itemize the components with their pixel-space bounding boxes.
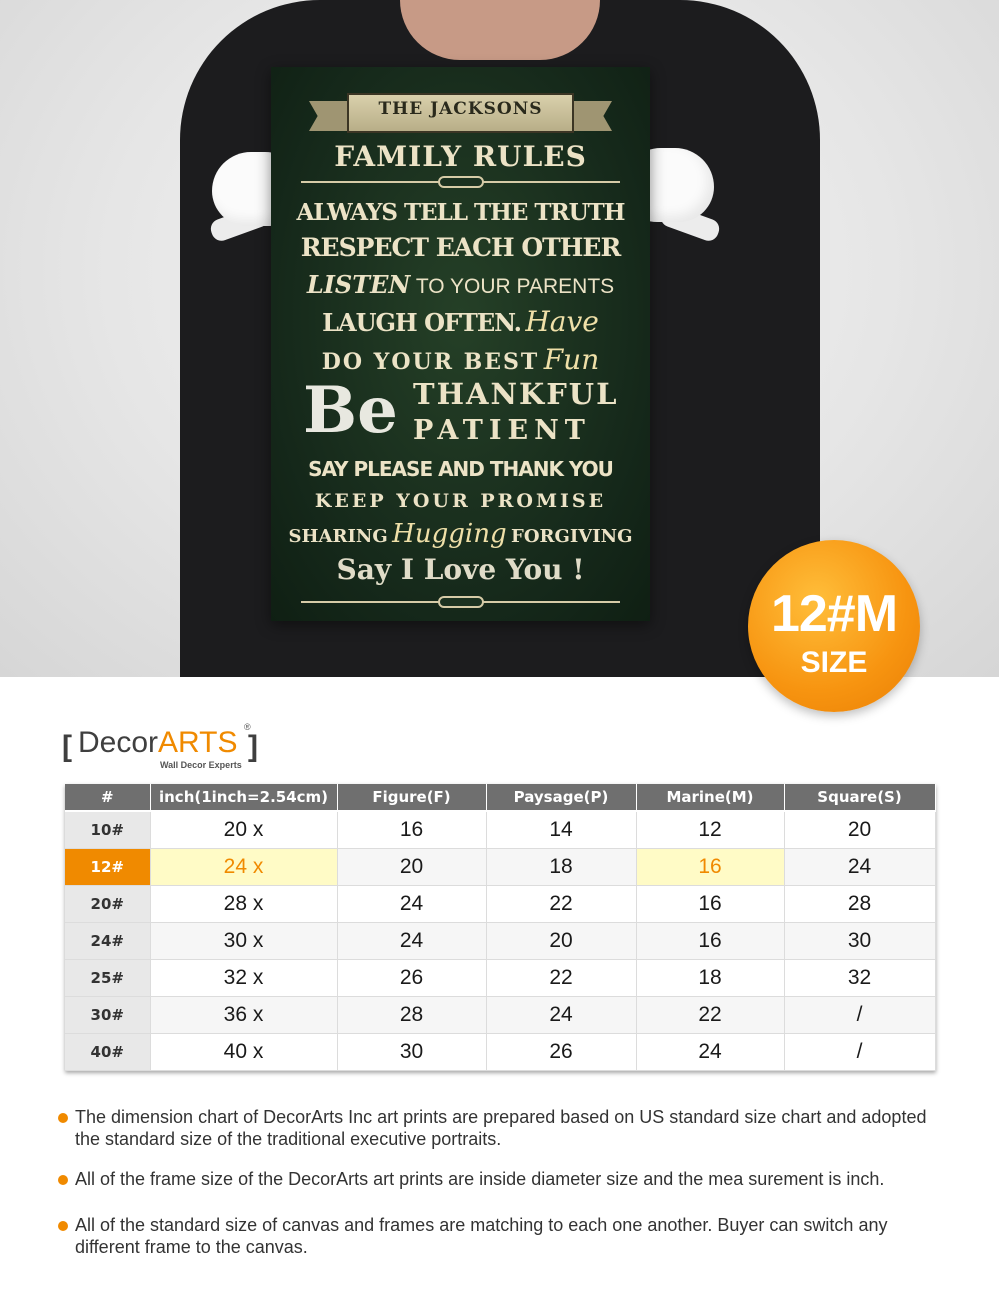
cell-square: 24 (784, 848, 935, 885)
cell-inch: 20 x (150, 811, 337, 848)
cell-paysage: 24 (486, 996, 636, 1033)
logo-tagline: Wall Decor Experts (160, 760, 242, 770)
col-header-inch: inch(1inch=2.54cm) (150, 784, 337, 811)
col-header-square: Square(S) (784, 784, 935, 811)
row-size-code: 40# (65, 1033, 150, 1070)
col-header-figure: Figure(F) (337, 784, 486, 811)
rule-listen-script: LISTEN (306, 270, 411, 299)
cell-marine: 16 (636, 848, 784, 885)
logo-wordmark (78, 726, 238, 760)
note-item (58, 1168, 938, 1212)
cell-square: 32 (784, 959, 935, 996)
rule-hugging-text: Hugging (392, 519, 507, 549)
rule-best-text: DO YOUR BEST (321, 349, 540, 375)
cell-figure: 16 (337, 811, 486, 848)
rule-best (271, 343, 650, 376)
table-row-highlighted (65, 848, 935, 885)
logo-bracket-right: ] (248, 730, 258, 763)
note-text: All of the frame size of the DecorArts art prints are inside diameter size and the mea surement is inch. (75, 1169, 885, 1189)
table-row (65, 959, 935, 996)
note-text: The dimension chart of DecorArts Inc art prints are prepared based on US standard size chart and adopted the standard size of the traditional executive portraits. (75, 1107, 927, 1149)
col-header-marine: Marine(M) (636, 784, 784, 811)
cell-paysage: 18 (486, 848, 636, 885)
cell-inch: 40 x (150, 1033, 337, 1070)
note-text: All of the standard size of canvas and frames are matching to each one another. Buyer can switch any different frame to the canvas. (75, 1215, 888, 1257)
ribbon-family-name: THE JACKSONS (378, 99, 543, 119)
top-ornament-divider (301, 181, 620, 183)
person-neck (400, 0, 600, 60)
row-size-code: 20# (65, 885, 150, 922)
cell-marine: 24 (636, 1033, 784, 1070)
bullet-dot-icon (58, 1175, 68, 1185)
cell-square: 28 (784, 885, 935, 922)
size-badge (748, 540, 920, 712)
cell-marine: 16 (636, 922, 784, 959)
cell-inch: 28 x (150, 885, 337, 922)
rule-forgiving-text: FORGIVING (511, 526, 633, 547)
rule-sharing (271, 519, 650, 549)
rule-love: Say I Love You ! (336, 553, 585, 586)
col-header-number: # (65, 784, 150, 811)
size-chart-table (65, 784, 936, 1071)
cell-marine: 16 (636, 885, 784, 922)
cell-paysage: 14 (486, 811, 636, 848)
rule-please: SAY PLEASE AND THANK YOU (308, 457, 613, 481)
rule-have-text: Have (525, 305, 599, 338)
col-header-paysage: Paysage(P) (486, 784, 636, 811)
row-size-code: 12# (65, 848, 150, 885)
cell-figure: 30 (337, 1033, 486, 1070)
size-badge-label: SIZE (800, 646, 868, 679)
rule-promise: KEEP YOUR PROMISE (314, 490, 607, 512)
bullet-dot-icon (58, 1221, 68, 1231)
row-size-code: 24# (65, 922, 150, 959)
cell-paysage: 22 (486, 959, 636, 996)
rule-truth: ALWAYS TELL THE TRUTH (296, 199, 625, 226)
cell-square: / (784, 996, 935, 1033)
row-size-code: 25# (65, 959, 150, 996)
cell-inch: 32 x (150, 959, 337, 996)
rule-listen-rest: TO YOUR PARENTS (415, 275, 615, 298)
rule-patient: PATIENT (413, 415, 591, 446)
size-badge-value: 12#M (770, 585, 898, 643)
row-size-code: 10# (65, 811, 150, 848)
cell-inch: 24 x (150, 848, 337, 885)
cell-marine: 22 (636, 996, 784, 1033)
cell-square: 30 (784, 922, 935, 959)
rule-respect: RESPECT EACH OTHER (300, 233, 621, 262)
cell-figure: 26 (337, 959, 486, 996)
bottom-ornament-divider (301, 601, 620, 603)
rule-fun-text: Fun (543, 343, 600, 376)
table-row (65, 996, 935, 1033)
cell-figure: 28 (337, 996, 486, 1033)
note-item (58, 1106, 938, 1152)
cell-paysage: 20 (486, 922, 636, 959)
rule-laugh (271, 305, 650, 338)
rule-laugh-text: LAUGH OFTEN. (322, 308, 521, 337)
cell-square: / (784, 1033, 935, 1070)
cell-inch: 30 x (150, 922, 337, 959)
bullet-dot-icon (58, 1113, 68, 1123)
table-row (65, 922, 935, 959)
row-size-code: 30# (65, 996, 150, 1033)
table-row (65, 1033, 935, 1070)
note-item (58, 1214, 938, 1258)
cell-figure: 24 (337, 885, 486, 922)
rule-sharing-text: SHARING (288, 526, 388, 547)
cell-marine: 12 (636, 811, 784, 848)
cell-figure: 20 (337, 848, 486, 885)
cell-inch: 36 x (150, 996, 337, 1033)
decorarts-logo (62, 722, 282, 772)
table-row (65, 885, 935, 922)
rule-be: Be (303, 373, 398, 448)
cell-paysage: 26 (486, 1033, 636, 1070)
cell-square: 20 (784, 811, 935, 848)
logo-decor-text: Decor (78, 726, 159, 759)
logo-registered-mark: ® (244, 722, 251, 732)
rule-thankful: THANKFUL (413, 377, 619, 411)
table-row (65, 811, 935, 848)
logo-bracket-left: [ (62, 730, 72, 763)
poster-ribbon (309, 87, 612, 137)
table-header-row (65, 784, 935, 811)
family-rules-poster (271, 67, 650, 621)
rule-listen (271, 270, 650, 299)
poster-heading: FAMILY RULES (334, 140, 587, 173)
cell-figure: 24 (337, 922, 486, 959)
cell-marine: 18 (636, 959, 784, 996)
cell-paysage: 22 (486, 885, 636, 922)
logo-arts-text: ARTS (158, 726, 238, 759)
